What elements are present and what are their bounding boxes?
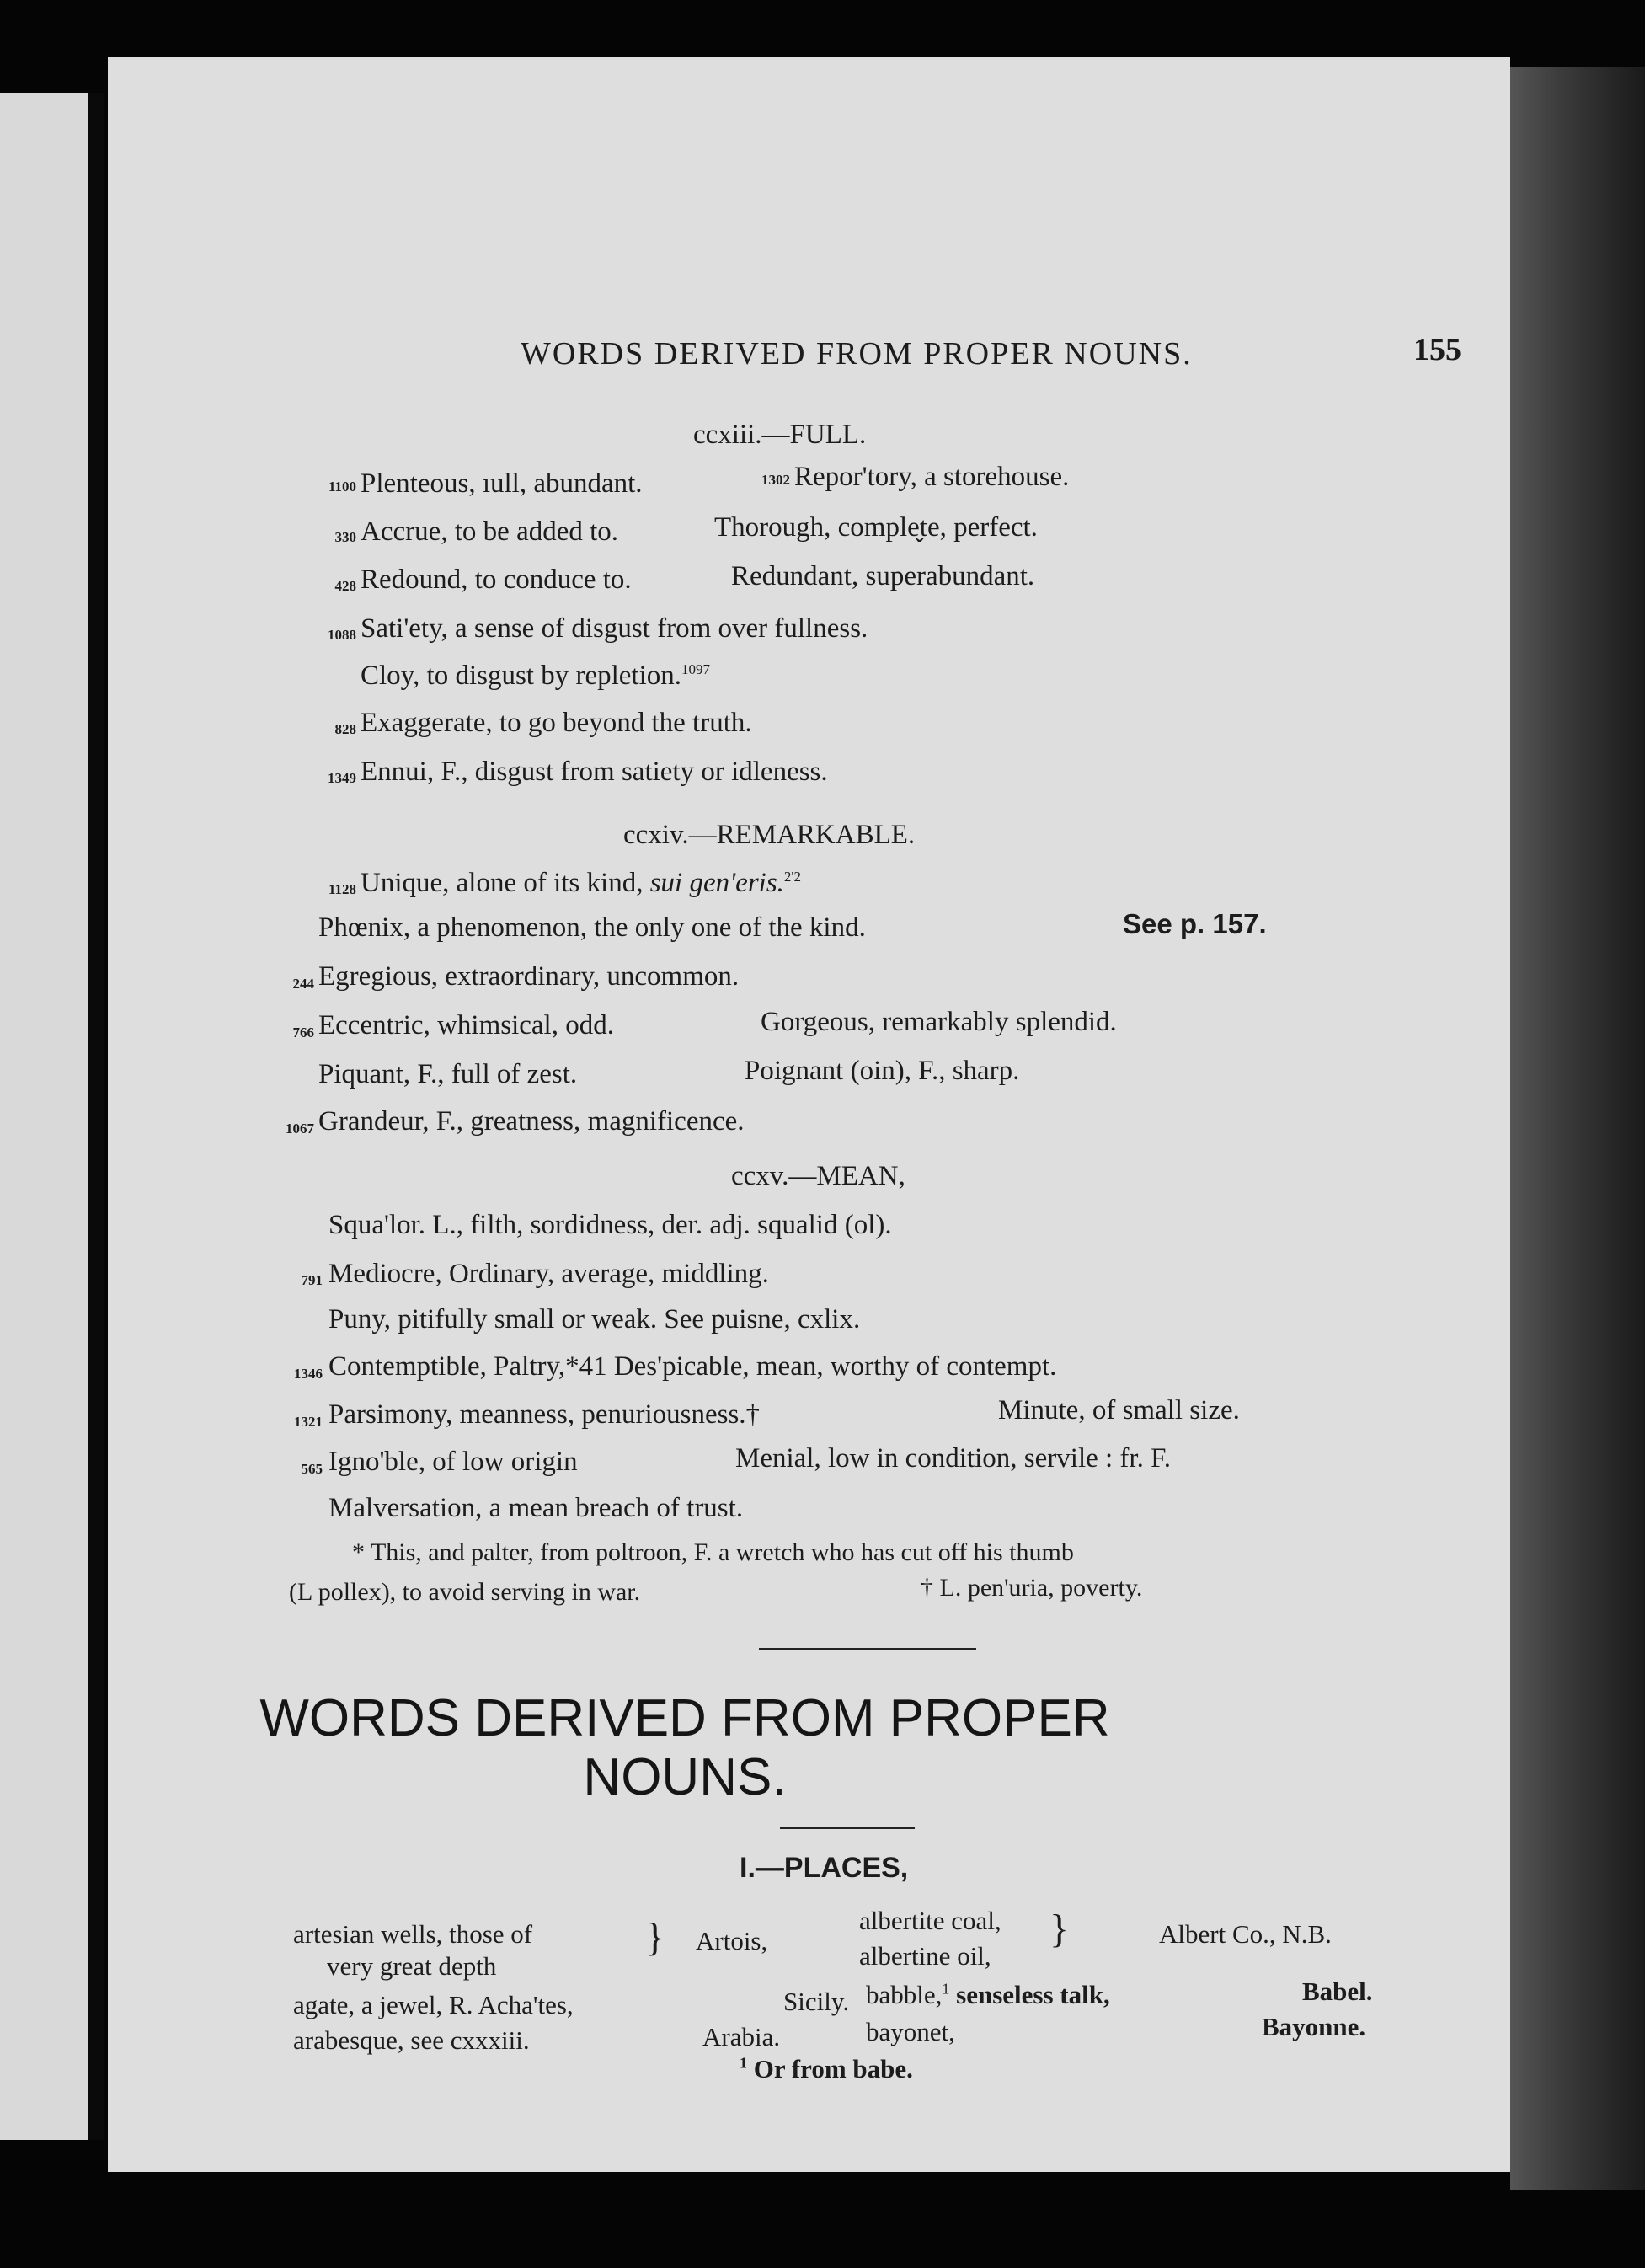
entry-line: Eccentric, whimsical, odd.	[318, 1010, 614, 1040]
entry-line: Menial, low in condition, servile : fr. F.	[735, 1443, 1172, 1474]
place-name: Albert Co., N.B.	[1159, 1919, 1332, 1949]
place-entry: artesian wells, those of	[293, 1919, 533, 1949]
ref-number: 1067	[286, 1121, 314, 1137]
entry-line: Accrue, to be added to.	[361, 516, 619, 547]
ref-number: 791	[301, 1272, 323, 1288]
left-page-edge	[0, 93, 88, 2140]
place-entry: arabesque, see cxxxiii.	[293, 2025, 530, 2055]
entry-line: Gorgeous, remarkably splendid.	[761, 1007, 1117, 1037]
entry-line: Ennui, F., disgust from satiety or idleness.	[361, 757, 828, 787]
brace-symbol: }	[645, 1915, 665, 1960]
entry-line: Repor'tory, a storehouse.	[794, 462, 1070, 492]
place-entry: albertite coal,	[859, 1906, 1001, 1935]
ref-number: 330	[334, 529, 356, 545]
cross-reference: See p. 157.	[1123, 908, 1267, 939]
entry-text: Cloy, to disgust by repletion.	[361, 661, 682, 691]
ref-number: 244	[292, 976, 314, 992]
entry-line: Egregious, extraordinary, uncommon.	[318, 961, 740, 992]
brace-symbol: }	[1049, 1907, 1070, 1951]
place-entry	[866, 1980, 1110, 2010]
book-page	[108, 57, 1510, 2172]
place-name: Sicily.	[783, 1987, 850, 2016]
footnote	[740, 2054, 913, 2084]
place-name: Babel.	[1302, 1976, 1373, 2006]
place-entry: bayonet,	[866, 2017, 955, 2046]
entry-line: Thorough, comple̬te, perfect.	[714, 512, 1038, 543]
entry-italic: sui gen'eris.	[649, 868, 784, 898]
page-number: 155	[1413, 332, 1461, 367]
running-header: WORDS DERIVED FROM PROPER NOUNS.	[521, 336, 1193, 372]
entry-line	[361, 661, 710, 692]
ref-number: 428	[334, 578, 356, 594]
entry-line: Phœnix, a phenomenon, the only one of the kind.	[318, 912, 866, 943]
entry-line: Minute, of small size.	[998, 1395, 1240, 1426]
ref-number: 766	[292, 1024, 314, 1040]
place-entry-cont: very great depth	[327, 1951, 497, 1981]
footnote: (L pollex), to avoid serving in war.	[289, 1578, 641, 1606]
ref-number: 1128	[328, 881, 356, 897]
subsection-title-places: I.—PLACES,	[740, 1852, 909, 1884]
entry-line: Puny, pitifully small or weak. See puisne, cxlix.	[328, 1304, 861, 1335]
entry-line: Poignant (oin), F., sharp.	[745, 1056, 1020, 1086]
footnote: * This, and palter, from poltroon, F. a wretch who has cut off his thumb	[352, 1538, 1074, 1566]
entry-line: Redound, to conduce to.	[361, 564, 632, 595]
ref-superscript: 1097	[681, 661, 711, 677]
place-name: Arabia.	[702, 2022, 781, 2051]
place-name: Artois,	[696, 1926, 768, 1955]
entry-line	[361, 868, 801, 899]
section-title-full: ccxiii.—FULL.	[693, 420, 867, 450]
ref-number: 1100	[328, 479, 356, 495]
place-name: Bayonne.	[1262, 2012, 1366, 2041]
place-entry: agate, a jewel, R. Acha'tes,	[293, 1990, 574, 2019]
entry-line: Grandeur, F., greatness, magnificence.	[318, 1106, 745, 1137]
chapter-title-line1: WORDS DERIVED FROM PROPER	[259, 1689, 1110, 1747]
ref-number: 1346	[294, 1366, 323, 1382]
ref-number: 1088	[328, 627, 356, 643]
place-word-rest: senseless talk,	[949, 1980, 1110, 2009]
footnote-text: Or from babe.	[753, 2054, 913, 2083]
ref-superscript: 2'2	[783, 869, 801, 885]
ref-number: 565	[301, 1461, 323, 1477]
page-shadow	[1510, 67, 1645, 2190]
section-title-mean: ccxv.—MEAN,	[731, 1161, 905, 1191]
entry-line: Parsimony, meanness, penuriousness.†	[328, 1399, 761, 1430]
entry-line: Piquant, F., full of zest.	[318, 1059, 578, 1089]
footnote: † L. pen'uria, poverty.	[921, 1574, 1143, 1602]
entry-text: Unique, alone of its kind,	[361, 868, 644, 898]
entry-line: Redundant, superabundant.	[731, 561, 1035, 591]
divider-rule	[780, 1827, 915, 1829]
chapter-title-line2: NOUNS.	[583, 1748, 787, 1806]
book-gutter	[88, 93, 104, 2140]
ref-number: 828	[334, 721, 356, 737]
entry-line: Contemptible, Paltry,*41 Des'picable, mean, worthy of contempt.	[328, 1351, 1057, 1382]
footnote-ref: 1	[942, 1980, 950, 1998]
entry-line: Mediocre, Ordinary, average, middling.	[328, 1259, 769, 1289]
footnote-mark: 1	[740, 2054, 747, 2072]
ref-number: 1302	[761, 472, 790, 488]
entry-line: Sati'ety, a sense of disgust from over fullness.	[361, 613, 868, 644]
entry-line: Malversation, a mean breach of trust.	[328, 1493, 744, 1523]
section-title-remarkable: ccxiv.—REMARKABLE.	[623, 820, 916, 850]
place-word: babble,	[866, 1980, 943, 2009]
entry-line: Igno'ble, of low origin	[328, 1447, 578, 1477]
place-entry-cont: albertine oil,	[859, 1941, 991, 1971]
ref-number: 1321	[294, 1414, 323, 1430]
entry-line: Squa'lor. L., filth, sordidness, der. adj. squalid (ol).	[328, 1210, 892, 1240]
divider-rule	[759, 1648, 976, 1650]
entry-line: Exaggerate, to go beyond the truth.	[361, 708, 752, 738]
entry-line: Plenteous, ıull, abundant.	[361, 468, 643, 499]
ref-number: 1349	[328, 770, 356, 786]
